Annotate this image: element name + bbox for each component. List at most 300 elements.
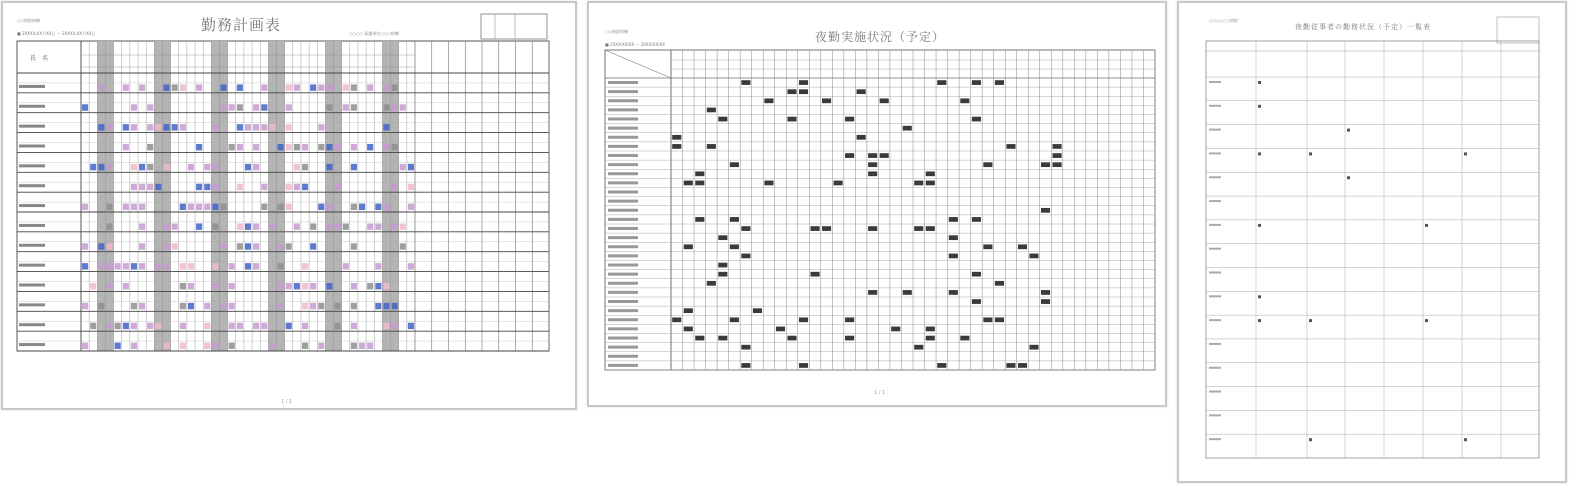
shift-mark [335, 144, 341, 150]
night-mark [741, 80, 750, 85]
shift-mark [400, 223, 406, 229]
shift-mark [310, 84, 316, 90]
shift-mark [278, 144, 284, 150]
shift-mark [204, 343, 210, 349]
night-mark [880, 153, 889, 158]
shift-mark [318, 84, 324, 90]
shift-mark [188, 164, 194, 170]
night-mark [718, 263, 727, 268]
shift-mark [163, 243, 169, 249]
shift-mark [400, 164, 406, 170]
shift-mark [318, 343, 324, 349]
shift-mark [220, 84, 226, 90]
status-staff-name [1209, 224, 1221, 226]
night-mark [1018, 363, 1027, 368]
shift-mark [253, 323, 259, 329]
shift-mark [90, 164, 96, 170]
shift-mark [90, 323, 96, 329]
shift-mark [286, 184, 292, 190]
night-mark [914, 226, 923, 231]
status-mark [1258, 81, 1261, 84]
shift-mark [367, 144, 373, 150]
shift-mark [383, 144, 389, 150]
page-2-org: ○○病院病棟 [605, 29, 628, 34]
night-mark [868, 226, 877, 231]
shift-mark [147, 323, 153, 329]
shift-mark [383, 204, 389, 210]
shift-mark [351, 303, 357, 309]
shift-mark [286, 323, 292, 329]
status-staff-name [1209, 391, 1221, 393]
shift-mark [326, 204, 332, 210]
shift-mark [237, 104, 243, 110]
night-mark [1052, 162, 1061, 167]
shift-mark [326, 84, 332, 90]
shift-mark [229, 343, 235, 349]
shift-mark [294, 84, 300, 90]
shift-mark [82, 263, 88, 269]
night-mark [995, 80, 1004, 85]
shift-mark [131, 104, 137, 110]
night-mark [845, 317, 854, 322]
shift-mark [286, 144, 292, 150]
status-staff-name [1209, 319, 1221, 321]
shift-mark [351, 323, 357, 329]
shift-mark [139, 184, 145, 190]
shift-mark [294, 184, 300, 190]
night-mark [983, 317, 992, 322]
shift-mark [82, 243, 88, 249]
night-mark [764, 98, 773, 103]
night-mark [937, 363, 946, 368]
night-mark [730, 162, 739, 167]
shift-mark [131, 204, 137, 210]
night-staff-name [608, 273, 638, 276]
shift-mark [310, 243, 316, 249]
shift-mark [375, 204, 381, 210]
shift-mark [392, 184, 398, 190]
shift-mark [147, 104, 153, 110]
shift-mark [229, 303, 235, 309]
shift-mark [286, 243, 292, 249]
shift-mark [229, 323, 235, 329]
night-staff-name [608, 172, 638, 175]
weekend-column [268, 41, 276, 351]
shift-mark [343, 263, 349, 269]
status-mark [1258, 105, 1261, 108]
shift-mark [147, 124, 153, 130]
shift-mark [123, 323, 129, 329]
shift-mark [286, 84, 292, 90]
status-staff-name [1209, 414, 1221, 416]
shift-mark [278, 204, 284, 210]
shift-mark [302, 144, 308, 150]
shift-mark [237, 184, 243, 190]
shift-mark [237, 84, 243, 90]
staff-name [19, 343, 45, 346]
shift-mark [147, 184, 153, 190]
night-mark [787, 89, 796, 94]
shift-mark [269, 223, 275, 229]
shift-mark [172, 84, 178, 90]
shift-mark [123, 144, 129, 150]
shift-mark [196, 204, 202, 210]
status-staff-name [1209, 367, 1221, 369]
night-mark [960, 336, 969, 341]
shift-mark [367, 84, 373, 90]
shift-mark [392, 84, 398, 90]
shift-mark [375, 223, 381, 229]
shift-mark [310, 303, 316, 309]
night-staff-name [608, 264, 638, 267]
night-mark [834, 181, 843, 186]
shift-mark [229, 144, 235, 150]
shift-mark [278, 283, 284, 289]
night-mark [707, 108, 716, 113]
shift-mark [253, 104, 259, 110]
shift-mark [294, 223, 300, 229]
page-3-org: ○○○○○○病院 [1209, 18, 1238, 23]
page-1-period: ■ 20XX年XX月XX日 ～ 20XX年XX月XX日 [17, 31, 96, 36]
status-staff-name [1209, 105, 1221, 107]
shift-mark [302, 323, 308, 329]
night-staff-name [608, 108, 638, 111]
shift-mark [123, 283, 129, 289]
shift-mark [82, 303, 88, 309]
night-mark [845, 336, 854, 341]
shift-mark [229, 263, 235, 269]
night-mark [718, 272, 727, 277]
shift-mark [180, 263, 186, 269]
shift-mark [180, 204, 186, 210]
weekend-column [211, 41, 219, 351]
shift-mark [286, 124, 292, 130]
shift-mark [326, 283, 332, 289]
page-2-night-grid [589, 3, 1167, 407]
status-mark [1425, 319, 1428, 322]
night-mark [960, 98, 969, 103]
shift-mark [155, 124, 161, 130]
night-mark [1041, 208, 1050, 213]
shift-mark [229, 104, 235, 110]
shift-mark [310, 223, 316, 229]
night-mark [730, 244, 739, 249]
shift-mark [245, 263, 251, 269]
night-staff-name [608, 127, 638, 130]
shift-mark [326, 223, 332, 229]
shift-mark [310, 283, 316, 289]
shift-mark [82, 343, 88, 349]
night-staff-name [608, 163, 638, 166]
shift-mark [335, 184, 341, 190]
night-mark [707, 281, 716, 286]
night-mark [787, 117, 796, 122]
night-mark [776, 327, 785, 332]
status-staff-name [1209, 248, 1221, 250]
shift-mark [335, 323, 341, 329]
shift-mark [155, 184, 161, 190]
shift-mark [408, 204, 414, 210]
shift-mark [115, 323, 121, 329]
shift-mark [212, 184, 218, 190]
shift-mark [343, 84, 349, 90]
night-staff-name [608, 218, 638, 221]
staff-name [19, 204, 45, 207]
page-1-name-header: 氏 名 [30, 55, 49, 62]
shift-mark [204, 323, 210, 329]
shift-mark [383, 283, 389, 289]
shift-mark [302, 283, 308, 289]
shift-mark [367, 283, 373, 289]
status-mark [1309, 319, 1312, 322]
night-mark [741, 345, 750, 350]
shift-mark [180, 124, 186, 130]
shift-mark [220, 104, 226, 110]
shift-mark [408, 164, 414, 170]
shift-mark [253, 144, 259, 150]
night-mark [684, 181, 693, 186]
shift-mark [286, 204, 292, 210]
status-staff-name [1209, 81, 1221, 83]
shift-mark [172, 243, 178, 249]
shift-mark [139, 204, 145, 210]
shift-mark [155, 263, 161, 269]
shift-mark [180, 323, 186, 329]
night-staff-name [608, 346, 638, 349]
night-staff-name [608, 136, 638, 139]
shift-mark [212, 204, 218, 210]
status-mark [1347, 176, 1350, 179]
status-staff-name [1209, 152, 1221, 154]
shift-mark [335, 303, 341, 309]
status-mark [1309, 438, 1312, 441]
night-mark [972, 272, 981, 277]
staff-name [19, 125, 45, 128]
shift-mark [261, 204, 267, 210]
night-staff-name [608, 355, 638, 358]
status-mark [1425, 224, 1428, 227]
corner-diagonal [605, 50, 671, 78]
shift-mark [139, 164, 145, 170]
page-1-title: 勤務計画表 [201, 16, 282, 34]
shift-mark [253, 243, 259, 249]
shift-mark [269, 124, 275, 130]
night-mark [672, 317, 681, 322]
staff-name [19, 244, 45, 247]
shift-mark [253, 223, 259, 229]
shift-mark [188, 204, 194, 210]
shift-mark [261, 124, 267, 130]
shift-mark [392, 223, 398, 229]
shift-mark [278, 243, 284, 249]
shift-mark [408, 184, 414, 190]
shift-mark [351, 104, 357, 110]
night-staff-name [608, 209, 638, 212]
shift-mark [106, 223, 112, 229]
shift-mark [163, 124, 169, 130]
shift-mark [383, 303, 389, 309]
night-mark [949, 235, 958, 240]
shift-mark [131, 124, 137, 130]
night-mark [845, 153, 854, 158]
shift-mark [106, 204, 112, 210]
night-mark [730, 217, 739, 222]
status-mark [1347, 129, 1350, 132]
shift-mark [180, 303, 186, 309]
night-mark [868, 171, 877, 176]
shift-mark [351, 243, 357, 249]
night-mark [1006, 144, 1015, 149]
staff-name [19, 145, 45, 148]
night-staff-name [608, 254, 638, 257]
night-mark [718, 235, 727, 240]
night-mark [1041, 290, 1050, 295]
shift-mark [302, 164, 308, 170]
shift-mark [392, 144, 398, 150]
shift-mark [237, 243, 243, 249]
shift-mark [383, 84, 389, 90]
shift-mark [237, 223, 243, 229]
night-mark [741, 363, 750, 368]
shift-mark [392, 303, 398, 309]
shift-mark [278, 303, 284, 309]
night-staff-name [608, 200, 638, 203]
shift-mark [302, 343, 308, 349]
shift-mark [335, 223, 341, 229]
shift-mark [106, 263, 112, 269]
page-1-org: ○○病院病棟 [17, 18, 40, 23]
shift-mark [359, 204, 365, 210]
night-mark [972, 299, 981, 304]
status-mark [1258, 295, 1261, 298]
shift-mark [294, 144, 300, 150]
page-2-page-number: 1 / 1 [874, 390, 886, 396]
shift-mark [172, 124, 178, 130]
shift-mark [351, 204, 357, 210]
shift-mark [147, 164, 153, 170]
shift-mark [123, 263, 129, 269]
shift-mark [286, 104, 292, 110]
night-mark [1052, 144, 1061, 149]
shift-mark [261, 184, 267, 190]
shift-mark [98, 84, 104, 90]
staff-name [19, 85, 45, 88]
night-mark [718, 336, 727, 341]
shift-mark [131, 263, 137, 269]
staff-name [19, 284, 45, 287]
status-staff-name [1209, 272, 1221, 274]
night-staff-name [608, 191, 638, 194]
page-1-page-number: 1 / 1 [281, 399, 293, 405]
night-mark [1041, 299, 1050, 304]
shift-mark [318, 124, 324, 130]
night-mark [672, 144, 681, 149]
night-staff-name [608, 282, 638, 285]
shift-mark [163, 84, 169, 90]
night-mark [787, 336, 796, 341]
shift-mark [245, 124, 251, 130]
shift-mark [375, 283, 381, 289]
shift-mark [367, 343, 373, 349]
page-3-status-grid [1179, 3, 1567, 483]
shift-mark [196, 144, 202, 150]
shift-mark [343, 104, 349, 110]
shift-mark [220, 204, 226, 210]
night-mark [799, 317, 808, 322]
page-3-worker-status-list [1177, 1, 1567, 483]
night-mark [949, 217, 958, 222]
shift-mark [106, 243, 112, 249]
shift-mark [180, 283, 186, 289]
night-mark [949, 290, 958, 295]
shift-mark [302, 184, 308, 190]
night-staff-name [608, 300, 638, 303]
shift-mark [139, 303, 145, 309]
status-mark [1464, 438, 1467, 441]
status-staff-name [1209, 129, 1221, 131]
night-mark [972, 117, 981, 122]
shift-mark [204, 164, 210, 170]
shift-mark [318, 144, 324, 150]
approval-box [481, 14, 547, 39]
shift-mark [139, 243, 145, 249]
shift-mark [106, 164, 112, 170]
shift-mark [131, 303, 137, 309]
shift-mark [163, 343, 169, 349]
shift-mark [318, 204, 324, 210]
shift-mark [212, 223, 218, 229]
shift-mark [294, 164, 300, 170]
staff-name [19, 184, 45, 187]
shift-mark [302, 263, 308, 269]
night-frame [605, 50, 1155, 370]
shift-mark [163, 164, 169, 170]
shift-mark [172, 223, 178, 229]
shift-mark [115, 343, 121, 349]
page-2-period: ■ 20XX/XX/XX ～ 20XX/XX/XX [605, 42, 666, 47]
shift-mark [98, 243, 104, 249]
shift-mark [139, 84, 145, 90]
status-staff-name [1209, 343, 1221, 345]
shift-mark [123, 84, 129, 90]
night-mark [799, 80, 808, 85]
shift-mark [245, 223, 251, 229]
shift-mark [383, 104, 389, 110]
night-mark [822, 98, 831, 103]
staff-name [19, 224, 45, 227]
night-mark [845, 117, 854, 122]
shift-mark [253, 124, 259, 130]
shift-mark [106, 323, 112, 329]
night-staff-name [608, 145, 638, 148]
night-mark [695, 336, 704, 341]
night-staff-name [608, 181, 638, 184]
night-mark [995, 281, 1004, 286]
night-mark [1041, 162, 1050, 167]
shift-mark [131, 164, 137, 170]
shift-mark [188, 303, 194, 309]
night-mark [868, 153, 877, 158]
shift-mark [392, 104, 398, 110]
shift-mark [408, 263, 414, 269]
status-mark [1258, 319, 1261, 322]
night-mark [764, 181, 773, 186]
status-staff-name [1209, 176, 1221, 178]
shift-mark [131, 343, 137, 349]
shift-mark [123, 124, 129, 130]
shift-mark [139, 223, 145, 229]
night-mark [857, 89, 866, 94]
